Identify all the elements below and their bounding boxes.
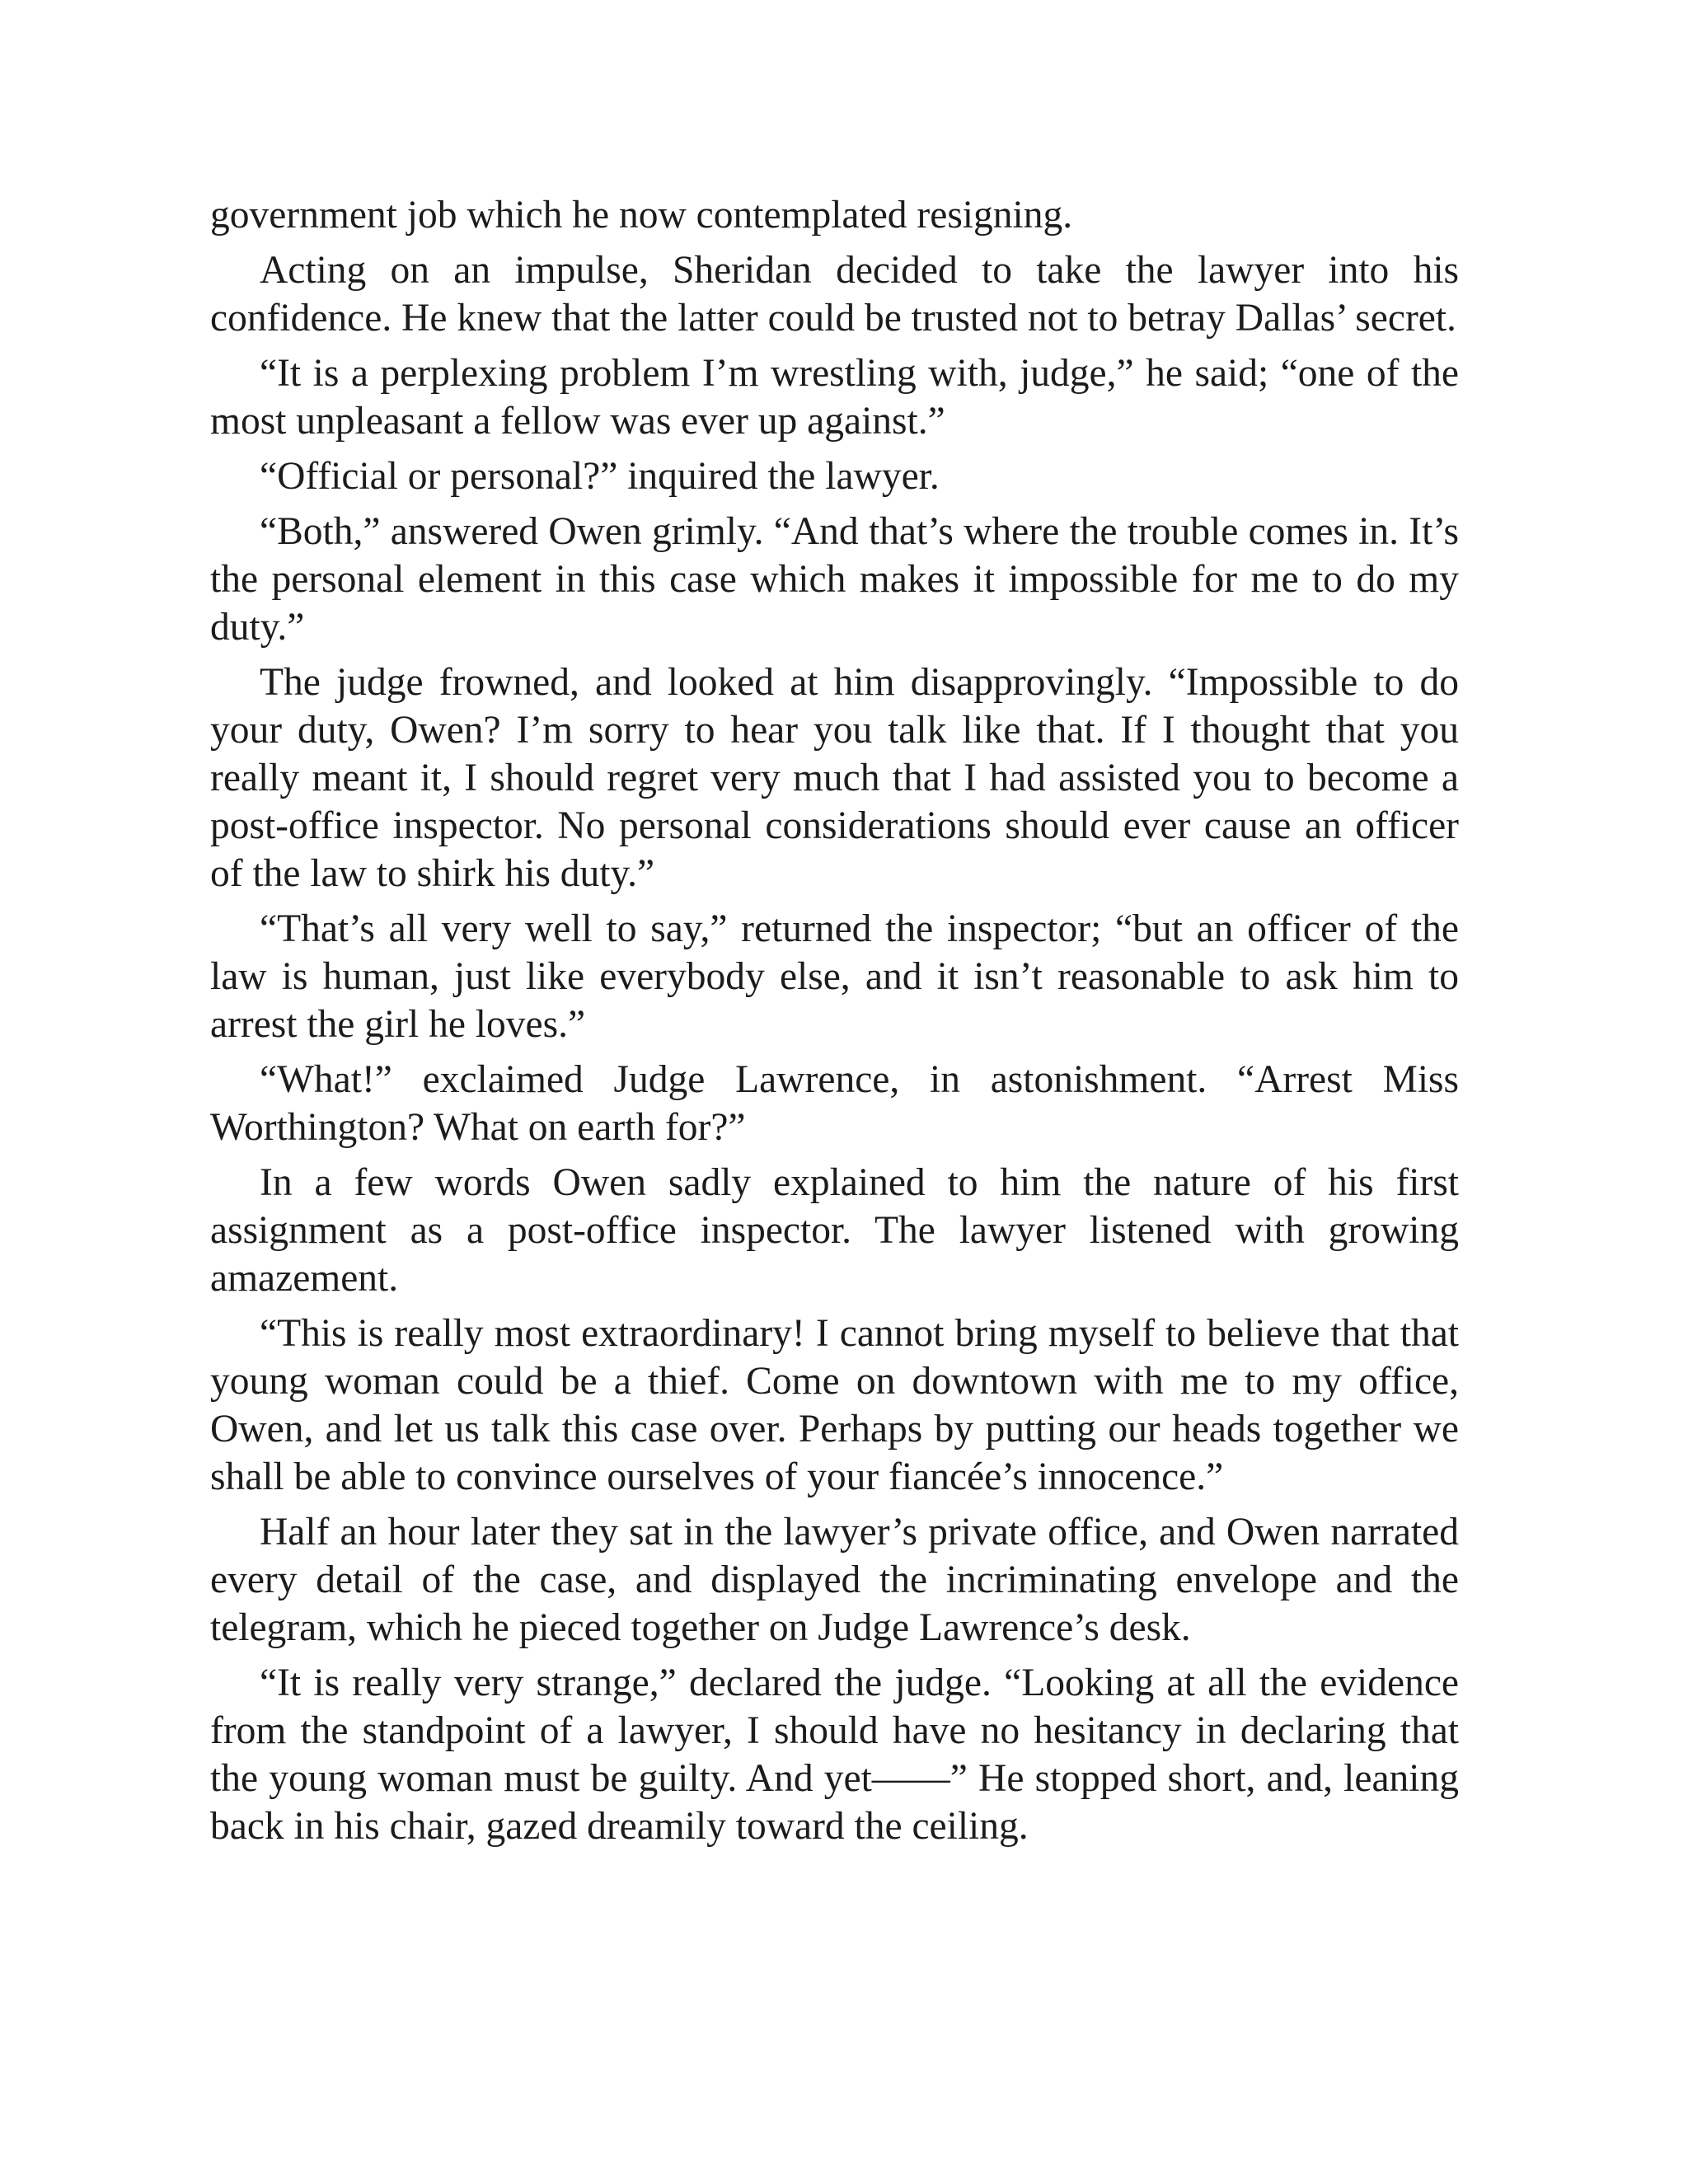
paragraph-3: “It is a perplexing problem I’m wrestling with, judge,” he said; “one of the most unpleasant a fellow was ever up against.” xyxy=(210,352,1459,443)
book-page xyxy=(210,191,1459,1858)
paragraph-8: “What!” exclaimed Judge Lawrence, in astonishment. “Arrest Miss Worthington? What on earth for?” xyxy=(210,1058,1459,1149)
paragraph-6: The judge frowned, and looked at him disapprovingly. “Impossible to do your duty, Owen? I’m sorry to hear you talk like that. If I thought that you really meant it, I should regret very much that I had assisted you to become a post-office inspector. No personal considerations should ever cause an officer of the law to shirk his duty.” xyxy=(210,661,1459,895)
paragraph-9: In a few words Owen sadly explained to him the nature of his first assignment as a post-office inspector. The lawyer listened with growing amazement. xyxy=(210,1161,1459,1300)
paragraph-1: government job which he now contemplated resigning. xyxy=(210,194,1073,237)
paragraph-11: Half an hour later they sat in the lawyer’s private office, and Owen narrated every detail of the case, and displayed the incriminating envelope and the telegram, which he pieced together on Judge Lawrence’s desk. xyxy=(210,1511,1459,1649)
paragraph-5: “Both,” answered Owen grimly. “And that’s where the trouble comes in. It’s the personal element in this case which makes it impossible for me to do my duty.” xyxy=(210,510,1459,649)
paragraph-4: “Official or personal?” inquired the lawyer. xyxy=(260,455,940,498)
paragraph-7: “That’s all very well to say,” returned the inspector; “but an officer of the law is human, just like everybody else, and it isn’t reasonable to ask him to arrest the girl he loves.” xyxy=(210,907,1459,1046)
paragraph-10: “This is really most extraordinary! I cannot bring myself to believe that that young woman could be a thief. Come on downtown with me to my office, Owen, and let us talk this case over. Perhaps by putting our heads together we shall be able to convince ourselves of your fiancée’s innocence.” xyxy=(210,1312,1459,1498)
paragraph-2: Acting on an impulse, Sheridan decided to take the lawyer into his confidence. He knew that the latter could be trusted not to betray Dallas’ secret. xyxy=(210,249,1459,340)
paragraph-12: “It is really very strange,” declared the judge. “Looking at all the evidence from the standpoint of a lawyer, I should have no hesitancy in declaring that the young woman must be guilty. And yet——” He stopped short, and, leaning back in his chair, gazed dreamily toward the ceiling. xyxy=(210,1661,1459,1848)
